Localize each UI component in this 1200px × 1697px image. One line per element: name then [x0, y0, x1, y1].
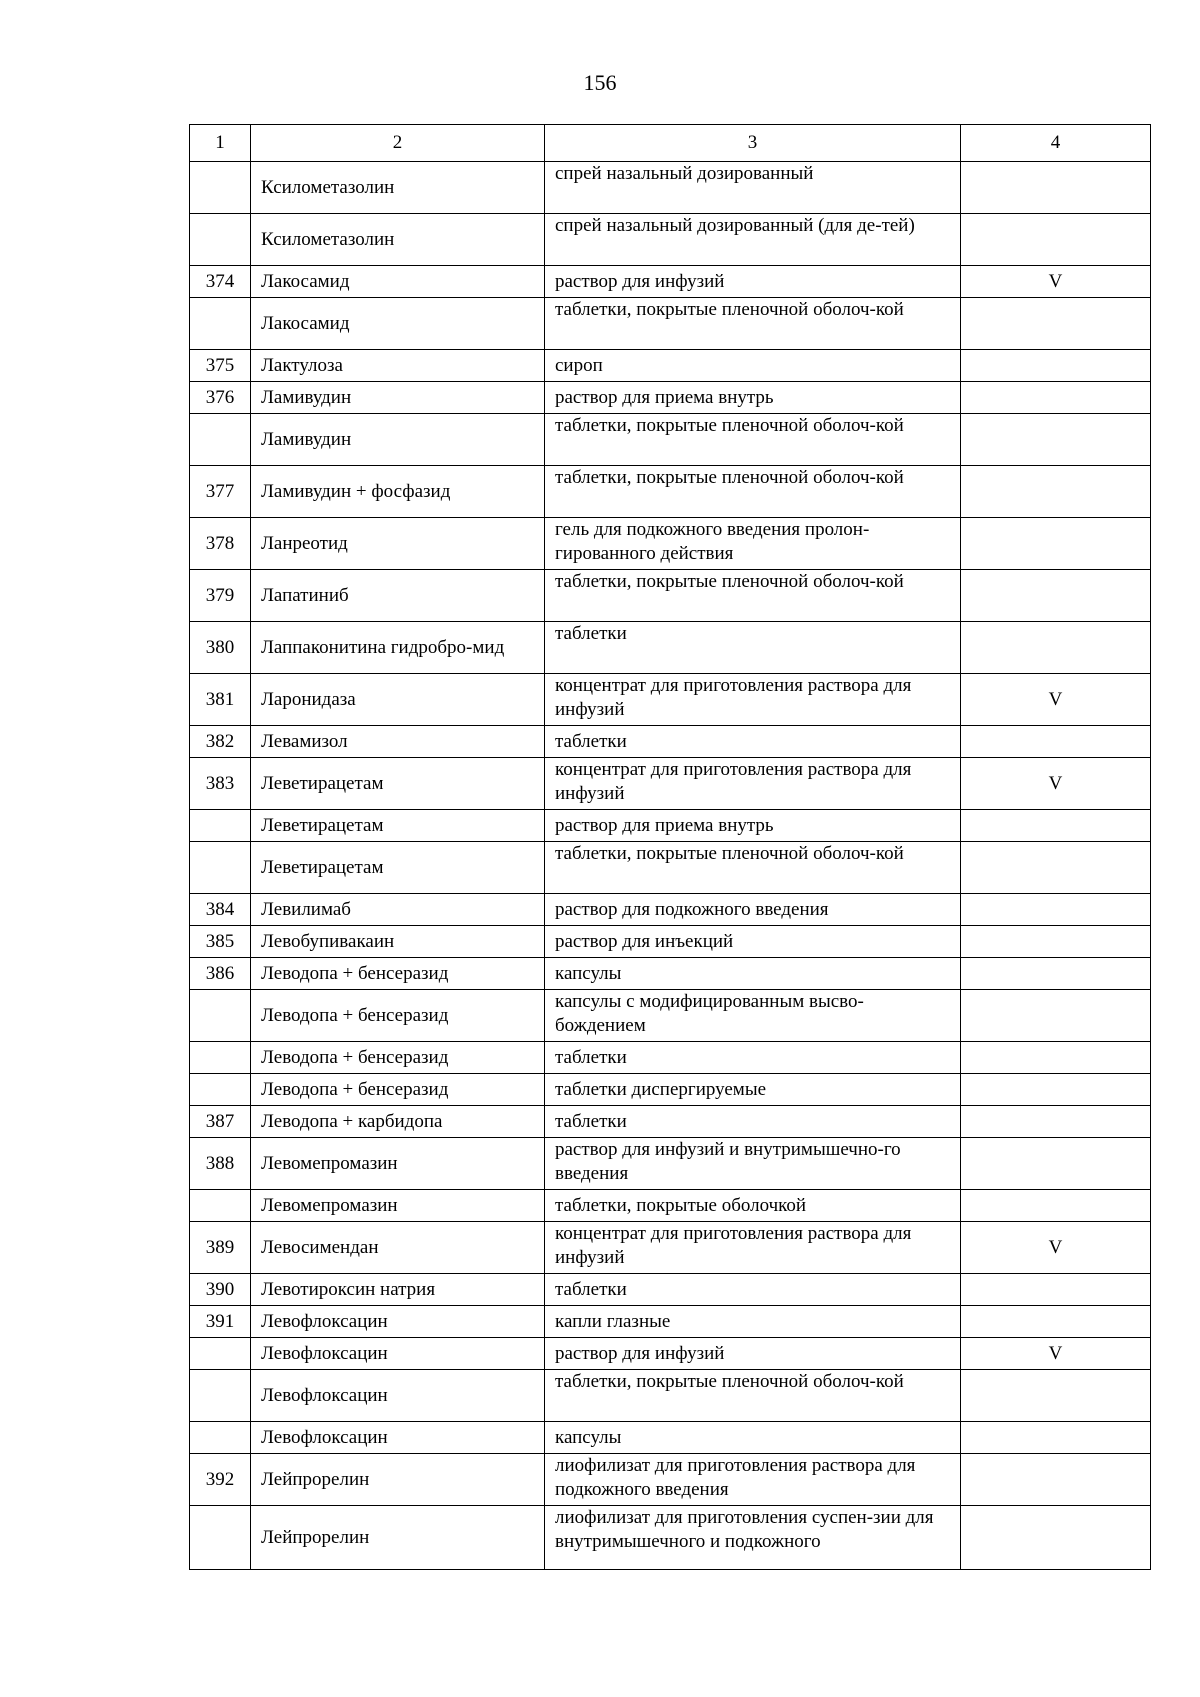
row-mark: [961, 842, 1151, 894]
dosage-form: таблетки: [545, 622, 961, 674]
drug-name: Левотироксин натрия: [251, 1274, 545, 1306]
row-number: [190, 1074, 251, 1106]
drug-name: Леводопа + бенсеразид: [251, 1074, 545, 1106]
row-number: 384: [190, 894, 251, 926]
dosage-form: таблетки, покрытые оболочкой: [545, 1190, 961, 1222]
drug-name: Лакосамид: [251, 298, 545, 350]
table-row: [190, 266, 1151, 298]
row-number: [190, 1190, 251, 1222]
row-number: 383: [190, 758, 251, 810]
drug-name: Левобупивакаин: [251, 926, 545, 958]
dosage-form: таблетки, покрытые пленочной оболоч-кой: [545, 570, 961, 622]
row-number: 389: [190, 1222, 251, 1274]
row-mark: [961, 570, 1151, 622]
table-row: [190, 1274, 1151, 1306]
drug-name: Леветирацетам: [251, 810, 545, 842]
drug-name: Леводопа + бенсеразид: [251, 958, 545, 990]
drug-name: Лейпрорелин: [251, 1506, 545, 1570]
row-mark: [961, 162, 1151, 214]
dosage-form: таблетки, покрытые пленочной оболоч-кой: [545, 466, 961, 518]
dosage-form: таблетки диспергируемые: [545, 1074, 961, 1106]
drug-name: Ланреотид: [251, 518, 545, 570]
drug-name: Ксилометазолин: [251, 214, 545, 266]
dosage-form: концентрат для приготовления раствора для инфузий: [545, 758, 961, 810]
row-number: 375: [190, 350, 251, 382]
table-row: [190, 958, 1151, 990]
dosage-form: таблетки, покрытые пленочной оболоч-кой: [545, 298, 961, 350]
row-number: [190, 1422, 251, 1454]
row-number: 381: [190, 674, 251, 726]
row-number: [190, 414, 251, 466]
row-number: [190, 1506, 251, 1570]
column-header-form: 3: [545, 125, 961, 162]
table-row: [190, 214, 1151, 266]
drug-name: Ламивудин: [251, 382, 545, 414]
dosage-form: раствор для инъекций: [545, 926, 961, 958]
row-mark: [961, 214, 1151, 266]
row-number: 385: [190, 926, 251, 958]
header-row: [190, 125, 1151, 162]
drug-name: Лакосамид: [251, 266, 545, 298]
dosage-form: раствор для инфузий: [545, 1338, 961, 1370]
dosage-form: таблетки, покрытые пленочной оболоч-кой: [545, 414, 961, 466]
row-number: 387: [190, 1106, 251, 1138]
dosage-form: концентрат для приготовления раствора для инфузий: [545, 674, 961, 726]
table-row: [190, 1506, 1151, 1570]
table-row: [190, 990, 1151, 1042]
row-mark: [961, 894, 1151, 926]
row-number: [190, 1370, 251, 1422]
row-mark: [961, 1506, 1151, 1570]
row-number: [190, 298, 251, 350]
drug-name: Лаппаконитина гидробро-мид: [251, 622, 545, 674]
table-row: [190, 674, 1151, 726]
table-row: [190, 1074, 1151, 1106]
row-mark: [961, 1306, 1151, 1338]
drug-name: Ламивудин + фосфазид: [251, 466, 545, 518]
table-row: [190, 1222, 1151, 1274]
dosage-form: раствор для приема внутрь: [545, 810, 961, 842]
dosage-form: таблетки, покрытые пленочной оболоч-кой: [545, 1370, 961, 1422]
drug-name: Левосимендан: [251, 1222, 545, 1274]
row-mark: [961, 414, 1151, 466]
row-mark: [961, 1370, 1151, 1422]
row-mark: [961, 726, 1151, 758]
row-number: [190, 1042, 251, 1074]
dosage-form: спрей назальный дозированный: [545, 162, 961, 214]
page-number: 156: [583, 70, 617, 95]
dosage-form: раствор для инфузий: [545, 266, 961, 298]
row-number: 386: [190, 958, 251, 990]
row-mark: V: [961, 674, 1151, 726]
dosage-form: сироп: [545, 350, 961, 382]
dosage-form: лиофилизат для приготовления суспен-зии для внутримышечного и подкожного: [545, 1506, 961, 1570]
drug-name: Левофлоксацин: [251, 1338, 545, 1370]
drug-name: Левомепромазин: [251, 1190, 545, 1222]
table-row: [190, 162, 1151, 214]
drug-name: Леводопа + бенсеразид: [251, 990, 545, 1042]
row-number: [190, 162, 251, 214]
dosage-form: таблетки: [545, 1106, 961, 1138]
row-number: 380: [190, 622, 251, 674]
table-row: [190, 1370, 1151, 1422]
dosage-form: концентрат для приготовления раствора для инфузий: [545, 1222, 961, 1274]
drug-name: Ларонидаза: [251, 674, 545, 726]
table-row: [190, 810, 1151, 842]
row-mark: [961, 350, 1151, 382]
row-number: 378: [190, 518, 251, 570]
table-row: [190, 1106, 1151, 1138]
row-number: 392: [190, 1454, 251, 1506]
drug-name: Леводопа + бенсеразид: [251, 1042, 545, 1074]
row-mark: [961, 990, 1151, 1042]
row-mark: [961, 1274, 1151, 1306]
table-row: [190, 298, 1151, 350]
row-mark: [961, 622, 1151, 674]
drug-name: Левофлоксацин: [251, 1422, 545, 1454]
table-row: [190, 1042, 1151, 1074]
drug-name: Леветирацетам: [251, 758, 545, 810]
drug-name: Леводопа + карбидопа: [251, 1106, 545, 1138]
row-number: [190, 810, 251, 842]
drug-name: Ксилометазолин: [251, 162, 545, 214]
dosage-form: таблетки, покрытые пленочной оболоч-кой: [545, 842, 961, 894]
table-row: [190, 1190, 1151, 1222]
dosage-form: таблетки: [545, 1042, 961, 1074]
row-number: [190, 1338, 251, 1370]
row-number: [190, 214, 251, 266]
table-row: [190, 726, 1151, 758]
drug-name: Лактулоза: [251, 350, 545, 382]
row-number: 376: [190, 382, 251, 414]
column-header-mark: 4: [961, 125, 1151, 162]
row-mark: [961, 1074, 1151, 1106]
dosage-form: капсулы с модифицированным высво-бождением: [545, 990, 961, 1042]
table-row: [190, 758, 1151, 810]
table-row: [190, 842, 1151, 894]
row-number: 382: [190, 726, 251, 758]
table-row: [190, 622, 1151, 674]
table-row: [190, 1422, 1151, 1454]
drug-name: Левофлоксацин: [251, 1370, 545, 1422]
drug-name: Ламивудин: [251, 414, 545, 466]
row-number: 377: [190, 466, 251, 518]
row-mark: [961, 1190, 1151, 1222]
table-row: [190, 1338, 1151, 1370]
dosage-form: раствор для подкожного введения: [545, 894, 961, 926]
table-row: [190, 350, 1151, 382]
dosage-form: лиофилизат для приготовления раствора для подкожного введения: [545, 1454, 961, 1506]
table-row: [190, 466, 1151, 518]
row-number: [190, 990, 251, 1042]
row-mark: [961, 1106, 1151, 1138]
drug-name: Леветирацетам: [251, 842, 545, 894]
row-mark: V: [961, 758, 1151, 810]
row-mark: [961, 1138, 1151, 1190]
dosage-form: раствор для приема внутрь: [545, 382, 961, 414]
row-mark: [961, 958, 1151, 990]
table-row: [190, 1306, 1151, 1338]
dosage-form: капсулы: [545, 958, 961, 990]
dosage-form: капсулы: [545, 1422, 961, 1454]
dosage-form: спрей назальный дозированный (для де-тей): [545, 214, 961, 266]
table-row: [190, 1454, 1151, 1506]
table-row: [190, 414, 1151, 466]
row-number: [190, 842, 251, 894]
row-mark: [961, 518, 1151, 570]
table-row: [190, 518, 1151, 570]
column-header-name: 2: [251, 125, 545, 162]
row-mark: V: [961, 266, 1151, 298]
drug-name: Левомепромазин: [251, 1138, 545, 1190]
table-row: [190, 570, 1151, 622]
table-row: [190, 894, 1151, 926]
row-mark: [961, 1422, 1151, 1454]
row-mark: [961, 1042, 1151, 1074]
dosage-form: капли глазные: [545, 1306, 961, 1338]
table-row: [190, 926, 1151, 958]
medication-table: [189, 124, 1151, 1570]
drug-name: Лапатиниб: [251, 570, 545, 622]
dosage-form: гель для подкожного введения пролон-гированного действия: [545, 518, 961, 570]
row-number: 379: [190, 570, 251, 622]
dosage-form: таблетки: [545, 1274, 961, 1306]
column-header-number: 1: [190, 125, 251, 162]
table-body: [190, 162, 1151, 1570]
row-number: 388: [190, 1138, 251, 1190]
row-mark: [961, 1454, 1151, 1506]
table-row: [190, 1138, 1151, 1190]
row-number: 391: [190, 1306, 251, 1338]
row-mark: V: [961, 1222, 1151, 1274]
drug-name: Левофлоксацин: [251, 1306, 545, 1338]
drug-name: Лейпрорелин: [251, 1454, 545, 1506]
row-mark: [961, 926, 1151, 958]
dosage-form: раствор для инфузий и внутримышечно-го введения: [545, 1138, 961, 1190]
row-number: 374: [190, 266, 251, 298]
row-mark: [961, 298, 1151, 350]
table-row: [190, 382, 1151, 414]
row-number: 390: [190, 1274, 251, 1306]
row-mark: [961, 810, 1151, 842]
row-mark: [961, 382, 1151, 414]
dosage-form: таблетки: [545, 726, 961, 758]
drug-name: Левамизол: [251, 726, 545, 758]
row-mark: V: [961, 1338, 1151, 1370]
row-mark: [961, 466, 1151, 518]
drug-name: Левилимаб: [251, 894, 545, 926]
